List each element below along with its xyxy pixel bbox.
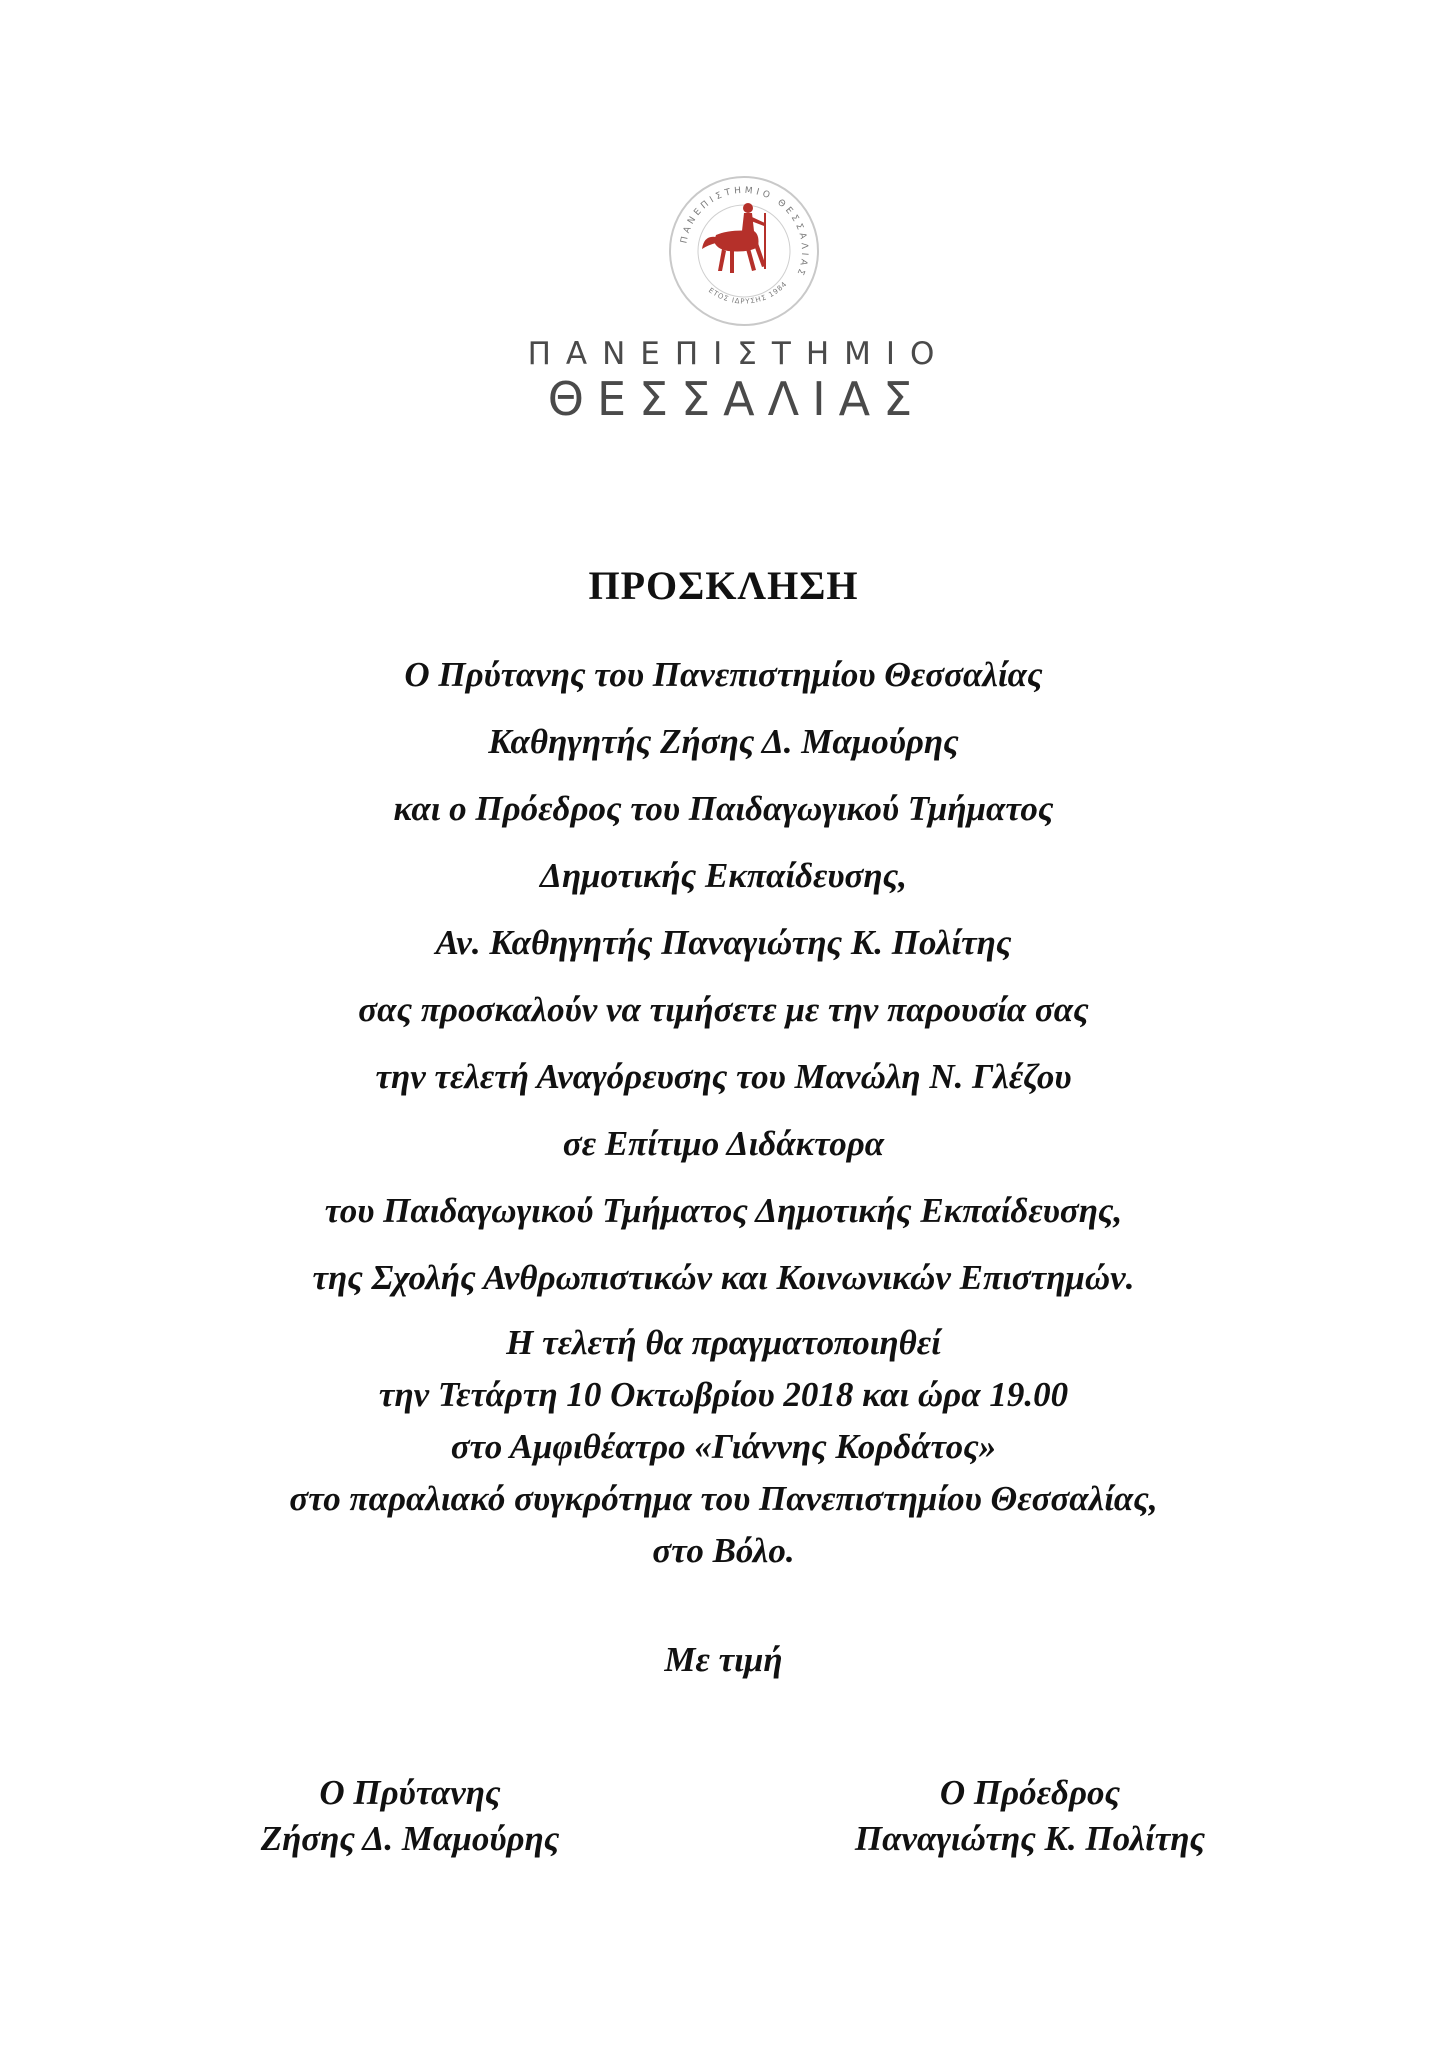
seal-bottom-text: ΕΤΟΣ ΙΔΡΥΣΗΣ 1984 (706, 279, 789, 306)
signature-name: Παναγιώτης Κ. Πολίτης (854, 1819, 1206, 1858)
body-line: την Τετάρτη 10 Οκτωβρίου 2018 και ώρα 19.00 (378, 1375, 1069, 1414)
body-line: σε Επίτιμο Διδάκτορα (562, 1124, 885, 1163)
body-line: στο παραλιακό συγκρότημα του Πανεπιστημίου Θεσσαλίας, (289, 1479, 1158, 1518)
body-line: του Παιδαγωγικού Τμήματος Δημοτικής Εκπαίδευσης, (324, 1191, 1123, 1230)
signature-block-rector (190, 1770, 630, 1862)
signature-name: Ζήσης Δ. Μαμούρης (260, 1819, 560, 1858)
body-line: και ο Πρόεδρος του Παιδαγωγικού Τμήματος (393, 789, 1054, 828)
signature-role: Ο Πρύτανης (319, 1773, 501, 1812)
body-line: την τελετή Αναγόρευσης του Μανώλη Ν. Γλέζου (375, 1057, 1072, 1096)
body-line: της Σχολής Ανθρωπιστικών και Κοινωνικών Επιστημών. (312, 1258, 1135, 1297)
body-line: στο Αμφιθέατρο «Γιάννης Κορδάτος» (450, 1427, 997, 1466)
university-seal-logo (668, 175, 820, 327)
body-line: σας προσκαλούν να τιμήσετε με την παρουσία σας (358, 990, 1089, 1029)
body-line: Ο Πρύτανης του Πανεπιστημίου Θεσσαλίας (404, 655, 1043, 694)
invitation-title: ΠΡΟΣΚΛΗΣΗ (588, 563, 859, 608)
seal-ring-text: ΠΑΝΕΠΙΣΤΗΜΙΟ ΘΕΣΣΑΛΙΑΣ (679, 185, 810, 280)
body-line: Δημοτικής Εκπαίδευσης, (540, 856, 907, 895)
signature-role: Ο Πρόεδρος (939, 1773, 1121, 1812)
body-line: στο Βόλο. (652, 1531, 795, 1570)
closing-phrase: Με τιμή (664, 1640, 783, 1679)
university-name-line1: ΠΑΝΕΠΙΣΤΗΜΙΟ (527, 336, 950, 372)
university-name-line2: ΘΕΣΣΑΛΙΑΣ (547, 372, 926, 426)
body-line: Αν. Καθηγητής Παναγιώτης Κ. Πολίτης (435, 923, 1012, 962)
body-line: Καθηγητής Ζήσης Δ. Μαμούρης (488, 722, 959, 761)
signature-block-president (800, 1770, 1260, 1862)
centaur-icon (702, 203, 766, 273)
body-line: Η τελετή θα πραγματοποιηθεί (506, 1323, 941, 1362)
